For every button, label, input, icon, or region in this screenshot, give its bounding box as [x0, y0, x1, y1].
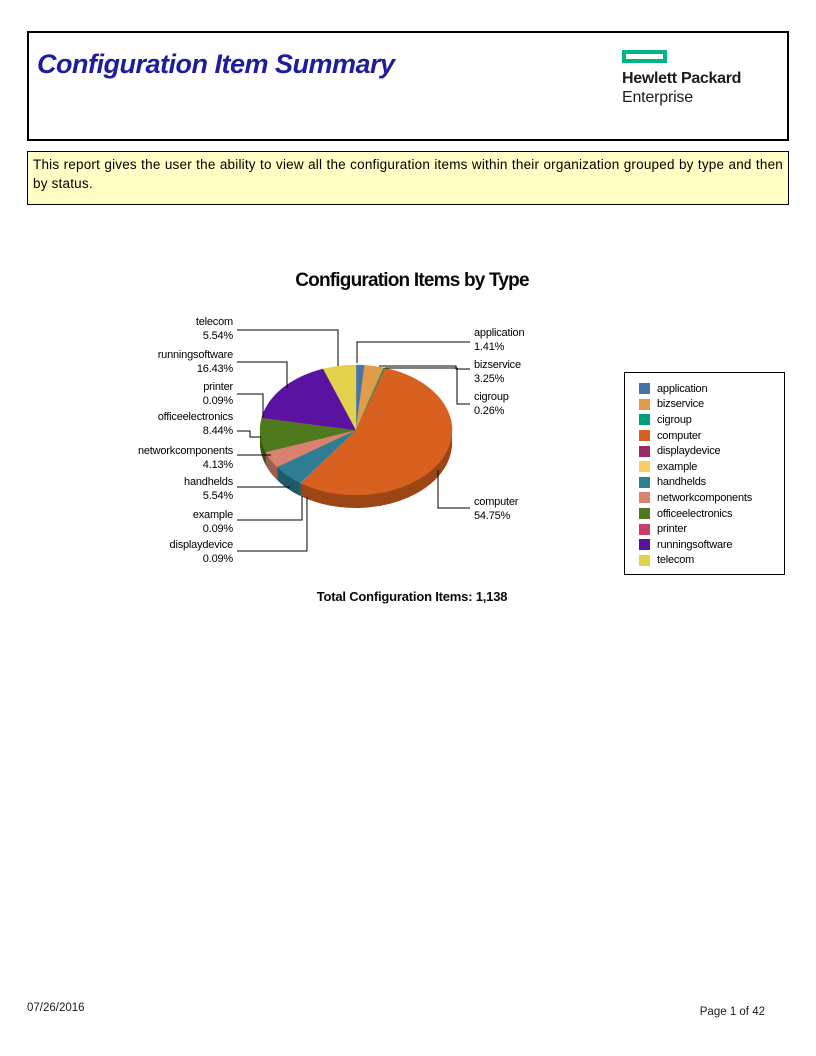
pie-leader-line: [237, 330, 338, 366]
pie-callout-percent: 5.54%: [202, 329, 233, 342]
pie-callout-percent: 4.13%: [202, 458, 233, 471]
legend-item-application: [625, 381, 784, 397]
legend-swatch-icon: [639, 508, 650, 519]
legend-label: officeelectronics: [657, 507, 733, 520]
pie-callout-percent: 3.25%: [474, 372, 505, 385]
legend-label: displaydevice: [657, 445, 721, 458]
legend-label: telecom: [657, 554, 695, 567]
pie-callout-percent: 0.09%: [202, 522, 233, 535]
report-description: This report gives the user the ability to view all the configuration items within their organization grouped by type and then by status.: [27, 151, 789, 205]
legend-label: cigroup: [657, 413, 692, 426]
pie-callout-application: [474, 327, 524, 354]
pie-leader-line: [237, 496, 302, 520]
chart-legend: [624, 372, 785, 575]
legend-swatch-icon: [639, 430, 650, 441]
pie-leader-line: [237, 362, 287, 388]
pie-leader-line: [357, 342, 470, 363]
page-title: Configuration Item Summary: [37, 49, 395, 79]
pie-callout-percent: 16.43%: [196, 362, 233, 375]
pie-callout-percent: 5.54%: [202, 489, 233, 502]
legend-swatch-icon: [639, 383, 650, 394]
footer-date: 07/26/2016: [27, 1002, 85, 1014]
pie-callout-percent: 8.44%: [202, 424, 233, 437]
hpe-logo-line2: Enterprise: [622, 89, 693, 106]
legend-item-printer: [625, 521, 784, 537]
pie-callout-name: printer: [203, 381, 233, 393]
pie-leader-line: [438, 470, 470, 508]
hpe-logo-line1: Hewlett Packard: [622, 70, 742, 87]
pie-callout-handhelds: [184, 476, 233, 503]
pie-callout-name: officeelectronics: [157, 411, 233, 423]
pie-callout-bizservice: [474, 359, 521, 386]
pie-callout-name: runningsoftware: [157, 349, 233, 361]
pie-callout-computer: [474, 496, 518, 523]
pie-callout-runningsoftware: [158, 349, 233, 376]
total-items-label: Total Configuration Items: 1,138: [316, 589, 508, 604]
pie-callout-name: networkcomponents: [137, 445, 233, 457]
pie-callout-percent: 0.09%: [202, 394, 233, 407]
legend-label: networkcomponents: [657, 491, 753, 504]
chart-title: Configuration Items by Type: [295, 270, 529, 291]
pie-callout-name: handhelds: [184, 476, 233, 488]
pie-callout-name: computer: [474, 496, 519, 508]
legend-label: handhelds: [657, 476, 706, 489]
pie-callout-printer: [203, 381, 233, 408]
pie-callout-name: example: [192, 509, 233, 521]
legend-item-computer: [625, 428, 784, 444]
legend-swatch-icon: [639, 414, 650, 425]
legend-item-handhelds: [625, 475, 784, 491]
legend-label: printer: [657, 523, 687, 536]
legend-item-runningsoftware: [625, 537, 784, 553]
legend-item-officeelectronics: [625, 506, 784, 522]
legend-swatch-icon: [639, 446, 650, 457]
pie-callout-name: bizservice: [474, 359, 521, 371]
legend-item-networkcomponents: [625, 490, 784, 506]
legend-swatch-icon: [639, 555, 650, 566]
pie-callout-percent: 54.75%: [474, 509, 511, 522]
pie-leader-line: [237, 497, 307, 551]
pie-callout-percent: 0.26%: [474, 404, 505, 417]
pie-callout-example: [193, 509, 233, 536]
legend-swatch-icon: [639, 477, 650, 488]
legend-label: bizservice: [657, 398, 704, 411]
legend-swatch-icon: [639, 461, 650, 472]
footer-page-number: Page 1 of 42: [699, 1006, 765, 1018]
legend-item-cigroup: [625, 412, 784, 428]
legend-label: application: [657, 382, 708, 395]
pie-callout-telecom: [196, 316, 233, 343]
pie-callout-cigroup: [474, 391, 509, 418]
pie-leader-line: [237, 431, 261, 437]
pie-callout-networkcomponents: [138, 445, 233, 472]
legend-item-example: [625, 459, 784, 475]
pie-callout-name: displaydevice: [169, 539, 233, 551]
pie-callout-officeelectronics: [158, 411, 233, 438]
pie-callout-displaydevice: [170, 539, 233, 566]
legend-label: runningsoftware: [657, 538, 733, 551]
legend-swatch-icon: [639, 539, 650, 550]
legend-label: computer: [657, 429, 702, 442]
legend-item-bizservice: [625, 397, 784, 413]
pie-callout-name: application: [474, 327, 525, 339]
pie-leader-line: [237, 394, 263, 417]
pie-callout-percent: 0.09%: [202, 552, 233, 565]
legend-item-telecom: [625, 553, 784, 569]
pie-callout-percent: 1.41%: [474, 340, 505, 353]
legend-item-displaydevice: [625, 443, 784, 459]
legend-label: example: [657, 460, 698, 473]
legend-swatch-icon: [639, 399, 650, 410]
legend-swatch-icon: [639, 492, 650, 503]
pie-callout-name: cigroup: [474, 391, 509, 403]
pie-callout-name: telecom: [195, 316, 233, 328]
legend-swatch-icon: [639, 524, 650, 535]
